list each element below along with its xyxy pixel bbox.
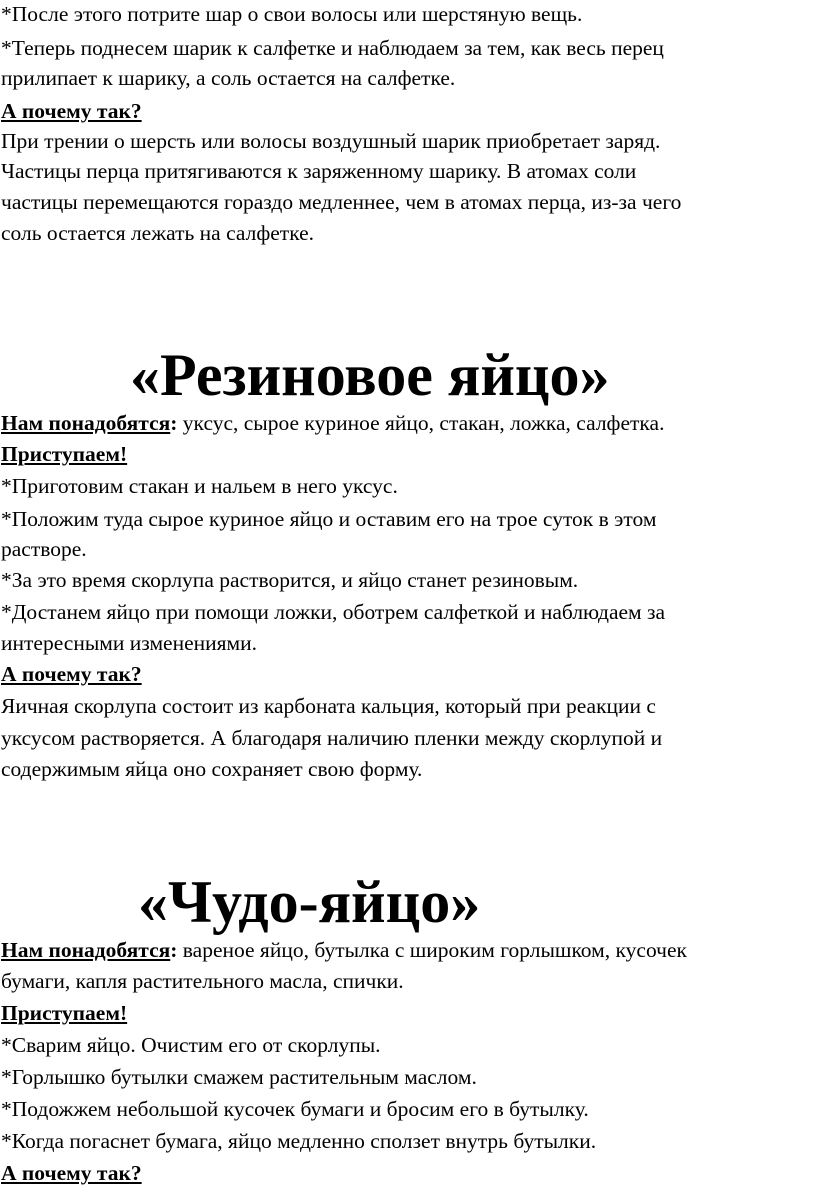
why-heading: А почему так? (1, 99, 142, 123)
step-line: *Сварим яйцо. Очистим его от скорлупы. (1, 1033, 381, 1057)
needs-label: Нам понадобятся (1, 411, 171, 435)
explanation-line: уксусом растворяется. А благодаря наличию пленки между скорлупой и (1, 726, 663, 750)
step-line: *Подожжем небольшой кусочек бумаги и бросим его в бутылку. (1, 1097, 589, 1121)
step-line: *За это время скорлупа растворится, и яйцо станет резиновым. (1, 568, 579, 592)
needs-text: вареное яйцо, бутылка с широким горлышком, кусочек (177, 938, 687, 962)
needs-colon: : (170, 411, 178, 435)
needs-label: Нам понадобятся (1, 938, 171, 962)
needs-line-continued: бумаги, капля растительного масла, спички. (1, 969, 404, 993)
needs-line (1, 409, 664, 438)
step-line: растворе. (1, 537, 87, 561)
start-heading: Приступаем! (1, 1001, 128, 1025)
needs-colon: : (170, 938, 178, 962)
step-line: *Горлышко бутылки смажем растительным маслом. (1, 1065, 477, 1089)
prev-step-line: *После этого потрите шар о свои волосы или шерстяную вещь. (1, 2, 583, 26)
explanation-line: содержимым яйца оно сохраняет свою форму. (1, 757, 423, 781)
step-line: интересными изменениями. (1, 631, 258, 655)
needs-line (1, 936, 687, 965)
explanation-line: Яичная скорлупа состоит из карбоната кальция, который при реакции с (1, 694, 656, 718)
explanation-line: соль остается лежать на салфетке. (1, 221, 315, 245)
prev-step-line: *Теперь поднесем шарик к салфетке и наблюдаем за тем, как весь перец (1, 36, 664, 60)
needs-text: уксус, сырое куриное яйцо, стакан, ложка, салфетка. (177, 411, 665, 435)
explanation-line: Частицы перца притягиваются к заряженному шарику. В атомах соли (1, 159, 637, 183)
why-heading: А почему так? (1, 662, 142, 686)
step-line: *Когда погаснет бумага, яйцо медленно сползет внутрь бутылки. (1, 1129, 597, 1153)
explanation-line: При трении о шерсть или волосы воздушный шарик приобретает заряд. (1, 129, 661, 153)
experiment-title-rubber-egg: «Резиновое яйцо» (130, 342, 610, 408)
step-line: *Положим туда сырое куриное яйцо и оставим его на трое суток в этом (1, 507, 657, 531)
step-line: *Приготовим стакан и нальем в него уксус. (1, 474, 398, 498)
explanation-line: частицы перемещаются гораздо медленнее, чем в атомах перца, из-за чего (1, 190, 682, 214)
experiment-title-miracle-egg: «Чудо-яйцо» (138, 869, 481, 935)
step-line: *Достанем яйцо при помощи ложки, оботрем салфеткой и наблюдаем за (1, 600, 666, 624)
why-heading: А почему так? (1, 1161, 142, 1185)
start-heading: Приступаем! (1, 442, 128, 466)
prev-step-line: прилипает к шарику, а соль остается на салфетке. (1, 66, 456, 90)
